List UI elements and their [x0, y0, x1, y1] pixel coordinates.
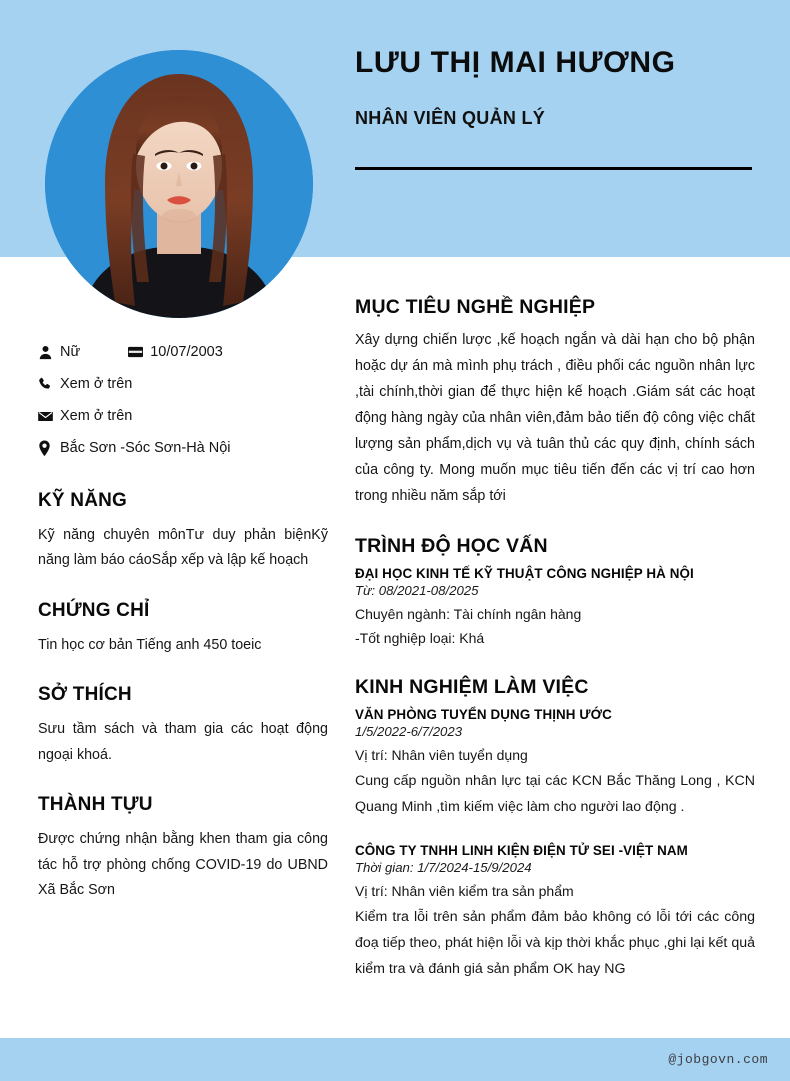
section-body-certificates: Tin học cơ bản Tiếng anh 450 toeic: [38, 636, 262, 653]
contact-row-phone: [38, 368, 328, 400]
candidate-name: LƯU THỊ MAI HƯƠNG: [355, 46, 676, 79]
contact-dob-value: 10/07/2003: [150, 344, 223, 360]
education-grade: -Tốt nghiệp loại: Khá: [355, 630, 485, 647]
experience-position: Vị trí: Nhân viên kiểm tra sản phẩm: [355, 883, 574, 900]
contact-dob-group: [128, 344, 223, 360]
id-card-icon: [128, 346, 150, 358]
section-body-achievements: Được chứng nhận bằng khen tham gia công tác hỗ trợ phòng chống COVID-19 do UBND Xã Bắc Sơn: [38, 831, 328, 899]
education-school-name: ĐẠI HỌC KINH TẾ KỸ THUẬT CÔNG NGHIỆP HÀ NỘI: [355, 566, 694, 582]
header-divider-rule: [355, 167, 752, 170]
contact-row-gender-dob: [38, 336, 328, 368]
section-heading-skills: KỸ NĂNG: [38, 490, 128, 511]
contact-row-address: [38, 432, 328, 464]
experience-position: Vị trí: Nhân viên tuyển dụng: [355, 747, 528, 764]
contact-address-value: Bắc Sơn -Sóc Sơn-Hà Nội: [60, 440, 231, 456]
experience-date-range: Thời gian: 1/7/2024-15/9/2024: [355, 860, 532, 876]
section-heading-experience: KINH NGHIỆM LÀM VIỆC: [355, 676, 589, 699]
person-icon: [38, 345, 60, 360]
contact-email-value: Xem ở trên: [60, 408, 133, 424]
experience-description: Kiểm tra lỗi trên sản phẩm đảm bảo không có lỗi tới các công đoạ tiếp theo, phát hiện lỗi và kịp thời khắc phục ,ghi lại kết quả kiểm tra và đánh giá sản phẩm OK hay NG: [355, 909, 755, 977]
experience-company-name: VĂN PHÒNG TUYỂN DỤNG THỊNH ƯỚC: [355, 707, 612, 723]
section-heading-education: TRÌNH ĐỘ HỌC VẤN: [355, 535, 548, 558]
section-heading-objective: MỤC TIÊU NGHỀ NGHIỆP: [355, 296, 596, 318]
education-entry: [355, 566, 755, 650]
section-heading-interests: SỞ THÍCH: [38, 684, 132, 706]
contact-phone-value: Xem ở trên: [60, 376, 133, 392]
right-column: [355, 296, 755, 983]
experience-description: Cung cấp nguồn nhân lực tại các KCN Bắc Thăng Long , KCN Quang Minh ,tìm kiếm việc làm cho người lao động .: [355, 773, 755, 816]
phone-icon: [38, 377, 60, 391]
footer-watermark: @jobgovn.com: [668, 1052, 768, 1067]
experience-date-range: 1/5/2022-6/7/2023: [355, 724, 463, 740]
contact-gender-value: Nữ: [60, 344, 81, 360]
section-body-objective: Xây dựng chiến lược ,kế hoạch ngắn và dài hạn cho bộ phận hoặc dự án mà mình phụ trách , điều phối các nguồn nhân lực ,tài chính,thời gian để thực hiện kế hoạch .Giám sát các hoạt động hàng ngày của nhân viên,đảm bảo tiến độ công việc chất lượng sản phẩm,dịch vụ và tuân thủ các quy định, chính sách của công ty. Mong muốn mục tiêu tiến đến các vị trí cao hơn trong nhiều năm sắp tới: [355, 332, 755, 505]
experience-company-name: CÔNG TY TNHH LINH KIỆN ĐIỆN TỬ SEI -VIỆT NAM: [355, 843, 688, 859]
section-body-skills: Kỹ năng chuyên mônTư duy phản biệnKỹ năng làm báo cáoSắp xếp và lập kế hoạch: [38, 527, 328, 569]
contact-info-list: [38, 336, 328, 464]
education-major: Chuyên ngành: Tài chính ngân hàng: [355, 606, 582, 623]
section-heading-certificates: CHỨNG CHỈ: [38, 599, 150, 621]
education-date-range: Từ: 08/2021-08/2025: [355, 583, 479, 599]
header-identity: [355, 44, 755, 129]
profile-photo: [45, 50, 313, 318]
left-column: [38, 336, 328, 904]
section-body-interests: Sưu tầm sách và tham gia các hoạt động ngoại khoá.: [38, 721, 328, 763]
experience-entry-1: [355, 707, 755, 821]
candidate-role: NHÂN VIÊN QUẢN LÝ: [355, 107, 546, 128]
contact-row-email: [38, 400, 328, 432]
experience-entry-2: [355, 843, 755, 983]
section-heading-achievements: THÀNH TỰU: [38, 794, 153, 816]
email-icon: [38, 411, 60, 422]
location-icon: [38, 440, 60, 456]
profile-photo-illustration: [45, 50, 313, 318]
